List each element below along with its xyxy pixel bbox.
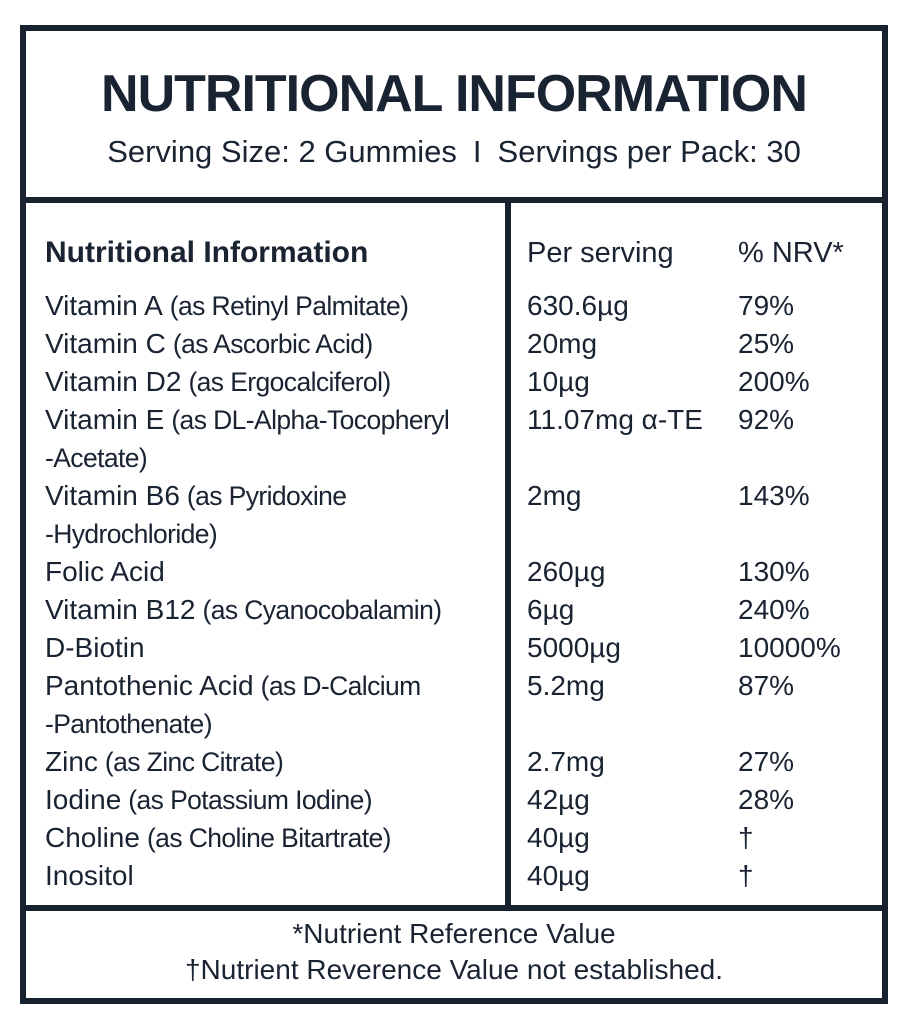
nutrient-name: Vitamin E: [45, 404, 165, 435]
nrv-value: 200%: [738, 366, 810, 397]
column-header-nutrient: Nutritional Information: [45, 236, 369, 269]
nutrient-label: [26, 363, 505, 401]
nutrient-qualifier: (as Ergocalciferol): [188, 367, 391, 397]
per-serving-value: 40µg: [527, 822, 590, 853]
nutrient-name: Choline: [45, 822, 140, 853]
per-serving-value: 5000µg: [527, 632, 621, 663]
nutrient-label-continuation: -Acetate): [45, 443, 148, 473]
serving-size: Serving Size: 2 Gummies: [107, 134, 457, 169]
nutrient-label: [26, 325, 505, 363]
nutrient-qualifier: (as Pyridoxine: [186, 481, 347, 511]
label-header: [26, 31, 882, 203]
footnote-reference-value: *Nutrient Reference Value: [292, 918, 616, 949]
nrv-value: 28%: [738, 784, 795, 815]
nutrient-qualifier: (as Cyanocobalamin): [202, 595, 442, 625]
table-row: [26, 477, 882, 553]
nutrient-qualifier: (as D-Calcium: [260, 671, 421, 701]
nrv-value: 87%: [738, 670, 795, 701]
nutrient-name: D-Biotin: [45, 632, 145, 663]
footnotes: [26, 905, 882, 986]
nutrient-name: Iodine: [45, 784, 122, 815]
nutrient-name: Pantothenic Acid: [45, 670, 254, 701]
nutrient-qualifier: (as DL-Alpha-Tocopheryl: [171, 405, 450, 435]
column-header-nrv: % NRV*: [738, 237, 844, 269]
nutrient-qualifier: (as Zinc Citrate): [104, 747, 284, 777]
per-serving-value: 20mg: [527, 328, 598, 359]
table-row: [26, 401, 882, 477]
nrv-value: 92%: [738, 404, 795, 435]
nutrient-label: [26, 629, 505, 667]
nutrient-label: [26, 477, 505, 553]
nrv-value: 79%: [738, 290, 795, 321]
table-row: [26, 287, 882, 325]
table-body: [26, 287, 882, 895]
per-serving-value: 42µg: [527, 784, 590, 815]
nutrient-label: [26, 819, 505, 857]
table-row: [26, 325, 882, 363]
nrv-value: †: [738, 822, 754, 853]
table-row: [26, 819, 882, 857]
per-serving-value: 10µg: [527, 366, 590, 397]
nutrient-name: Inositol: [45, 860, 134, 891]
nutrient-label: [26, 287, 505, 325]
column-header-per-serving: Per serving: [527, 237, 674, 269]
table-row: [26, 857, 882, 895]
serving-info: [107, 134, 801, 170]
nutrient-label: [26, 857, 505, 895]
per-serving-value: 630.6µg: [527, 290, 629, 321]
label-title: NUTRITIONAL INFORMATION: [101, 65, 807, 123]
per-serving-value: 2mg: [527, 480, 582, 511]
nutrient-label: [26, 743, 505, 781]
nutrient-name: Zinc: [45, 746, 98, 777]
nutrient-qualifier: (as Choline Bitartrate): [146, 823, 391, 853]
nrv-value: 240%: [738, 594, 810, 625]
nrv-value: 143%: [738, 480, 810, 511]
table-header-row: [26, 233, 882, 273]
nrv-value: 130%: [738, 556, 810, 587]
nutrient-name: Folic Acid: [45, 556, 165, 587]
nutrient-label: [26, 781, 505, 819]
nutrient-label: [26, 591, 505, 629]
nrv-value: 10000%: [738, 632, 841, 663]
nutrient-label-continuation: -Pantothenate): [45, 709, 212, 739]
table-row: [26, 363, 882, 401]
per-serving-value: 40µg: [527, 860, 590, 891]
nutrient-label: [26, 553, 505, 591]
nutrient-label-continuation: -Hydrochloride): [45, 519, 218, 549]
per-serving-value: 6µg: [527, 594, 575, 625]
table-row: [26, 629, 882, 667]
nutrition-label-panel: [20, 25, 888, 1004]
table-row: [26, 591, 882, 629]
nutrient-name: Vitamin B6: [45, 480, 180, 511]
nutrition-table: [26, 203, 882, 905]
footnote-not-established: †Nutrient Reverence Value not established.: [184, 954, 724, 985]
nutrient-qualifier: (as Ascorbic Acid): [172, 329, 373, 359]
column-divider: [505, 203, 511, 905]
nrv-value: 25%: [738, 328, 795, 359]
nutrient-name: Vitamin C: [45, 328, 166, 359]
per-serving-value: 2.7mg: [527, 746, 605, 777]
nutrient-name: Vitamin A: [45, 290, 163, 321]
nutrient-qualifier: (as Potassium Iodine): [128, 785, 372, 815]
table-row: [26, 667, 882, 743]
serving-separator: I: [472, 134, 482, 169]
nutrient-name: Vitamin D2: [45, 366, 182, 397]
nutrient-qualifier: (as Retinyl Palmitate): [169, 291, 409, 321]
nutrient-label: [26, 401, 505, 477]
nrv-value: 27%: [738, 746, 795, 777]
table-row: [26, 781, 882, 819]
per-serving-value: 11.07mg α-TE: [527, 404, 703, 435]
nrv-value: †: [738, 860, 754, 891]
per-serving-value: 5.2mg: [527, 670, 605, 701]
table-row: [26, 553, 882, 591]
per-serving-value: 260µg: [527, 556, 606, 587]
nutrient-name: Vitamin B12: [45, 594, 196, 625]
servings-per-pack: Servings per Pack: 30: [497, 134, 801, 169]
table-row: [26, 743, 882, 781]
nutrient-label: [26, 667, 505, 743]
